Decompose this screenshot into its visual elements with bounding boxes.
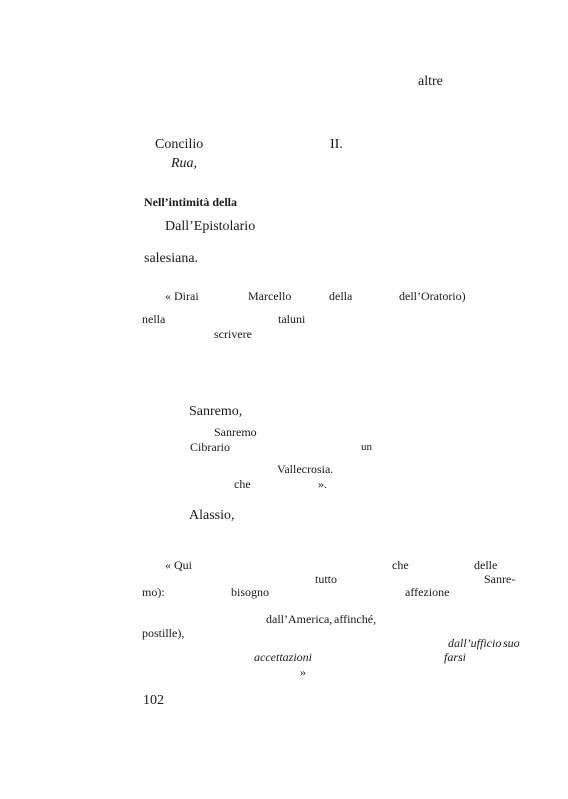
text-fragment: Cibrario [190, 440, 230, 454]
text-fragment: suo [503, 636, 520, 650]
text-fragment: affinché, [334, 612, 377, 626]
text-fragment: delle [474, 558, 498, 572]
text-fragment: scrivere [214, 327, 252, 341]
text-fragment: che [234, 477, 251, 491]
text-fragment: Dall’Epistolario [165, 219, 256, 234]
text-fragment: « Qui [165, 558, 192, 572]
text-fragment: dell’Oratorio) [399, 289, 466, 303]
text-fragment: « Dirai [165, 289, 199, 303]
text-fragment: Marcello [248, 289, 292, 303]
text-fragment: affezione [405, 585, 450, 599]
text-fragment: bisogno [231, 585, 270, 599]
text-fragment: postille), [142, 626, 185, 640]
text-fragment: tutto [315, 572, 338, 586]
text-fragment: Sanremo [214, 425, 257, 439]
text-fragment: taluni [278, 312, 306, 326]
text-fragment: dall’America, [266, 612, 333, 626]
text-fragment: nella [142, 312, 166, 326]
text-fragment: della [329, 289, 353, 303]
text-fragment: salesiana. [144, 251, 199, 266]
text-fragment: Sanre- [484, 572, 516, 586]
text-fragment: farsi [444, 650, 467, 664]
text-fragment: Rua, [171, 156, 198, 171]
text-fragment: II. [330, 137, 343, 152]
text-fragment: dall’ufficio [448, 636, 502, 650]
text-fragment: ». [318, 477, 327, 491]
page-number: 102 [143, 693, 164, 708]
text-fragment: mo): [142, 585, 165, 599]
text-fragment: accettazioni [254, 650, 312, 664]
text-fragment: che [392, 558, 409, 572]
text-fragment: un [361, 441, 372, 453]
section-heading: Nell’intimità della [144, 195, 237, 209]
text-fragment: altre [418, 74, 443, 89]
text-fragment: Concilio [155, 137, 204, 152]
text-fragment: Alassio, [189, 508, 235, 523]
text-fragment: Vallecrosia. [277, 462, 334, 476]
text-fragment: » [300, 665, 306, 679]
text-fragment: Sanremo, [189, 404, 243, 419]
